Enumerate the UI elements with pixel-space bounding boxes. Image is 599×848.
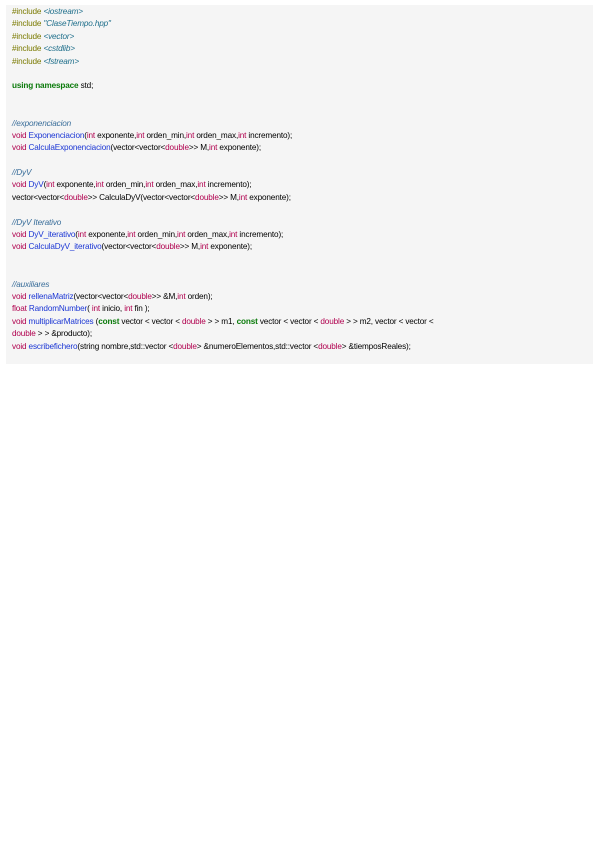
code-text: vector < vector <	[257, 316, 321, 326]
type-keyword: int	[127, 230, 136, 240]
code-text: exponente);	[217, 143, 261, 153]
type-keyword: void	[12, 291, 29, 301]
type-keyword: float	[12, 304, 29, 314]
type-keyword: int	[77, 230, 87, 240]
code-comment: //auxiliares	[12, 279, 50, 289]
preprocessor-directive: #include	[12, 56, 44, 66]
function-name: CalculaDyV_iterativo	[28, 242, 102, 252]
code-text: >> M,	[188, 143, 210, 153]
include-path: <iostream>	[43, 7, 83, 16]
preprocessor-directive: #include	[12, 31, 44, 41]
code-line	[12, 130, 587, 142]
type-keyword: int	[238, 130, 247, 140]
code-text: inicio,	[100, 304, 125, 314]
type-keyword: int	[238, 192, 248, 202]
type-keyword: double	[156, 242, 180, 252]
code-text: >> CalculaDyV(vector<vector<	[87, 192, 196, 202]
code-text: > > m1,	[205, 316, 237, 326]
include-path: <cstdlib>	[43, 44, 75, 54]
type-keyword: int	[91, 304, 101, 314]
type-keyword: int	[145, 180, 154, 190]
code-text: vector<vector<	[12, 192, 65, 202]
function-name: Exponenciacion	[28, 130, 85, 140]
type-keyword: void	[12, 230, 29, 240]
code-text: (	[43, 180, 47, 190]
code-text: incremento);	[246, 130, 293, 140]
code-line	[12, 6, 587, 18]
function-name: CalculaExponenciacion	[28, 143, 111, 153]
type-keyword: int	[46, 180, 55, 190]
type-keyword: double	[320, 316, 345, 326]
code-text: >> M,	[218, 192, 239, 202]
type-keyword: void	[12, 242, 29, 252]
code-comment: //DyV	[12, 168, 32, 178]
type-keyword: void	[12, 130, 29, 140]
code-text: (string nombre,std::vector <	[77, 341, 174, 351]
code-line	[12, 18, 587, 30]
preprocessor-directive: #include	[12, 44, 44, 54]
code-line	[12, 341, 587, 353]
type-keyword: void	[12, 316, 29, 326]
const-keyword: const	[98, 316, 120, 326]
code-comment: //DyV Iterativo	[12, 217, 62, 227]
include-path: <fstream>	[43, 56, 79, 66]
code-text: orden_min,	[144, 130, 186, 140]
code-text: > &numeroElementos,std::vector <	[196, 341, 319, 351]
code-text: (vector<vector<	[101, 242, 157, 252]
code-line	[12, 303, 587, 315]
code-text: orden_max,	[194, 130, 239, 140]
code-line	[12, 80, 587, 92]
code-text: > &tiemposReales);	[341, 341, 411, 351]
type-keyword: double	[195, 192, 219, 202]
code-text: > > m2, vector < vector <	[344, 316, 434, 326]
code-line	[12, 179, 587, 191]
code-text: incremento);	[205, 180, 252, 190]
code-listing-panel	[6, 5, 593, 364]
code-line	[12, 118, 587, 130]
code-text: (	[93, 316, 99, 326]
preprocessor-directive: #include	[12, 19, 44, 29]
function-name: multiplicarMatrices	[28, 316, 94, 326]
code-line	[12, 328, 587, 340]
type-keyword: double	[318, 341, 342, 351]
code-line	[12, 241, 587, 253]
blank-line	[12, 266, 587, 278]
const-keyword: const	[236, 316, 258, 326]
code-line	[12, 167, 587, 179]
code-listing	[12, 6, 587, 353]
blank-line	[12, 105, 587, 117]
blank-line	[12, 68, 587, 80]
type-keyword: int	[86, 130, 96, 140]
code-text: (vector<vector<	[110, 143, 166, 153]
code-line	[12, 279, 587, 291]
type-keyword: double	[12, 329, 36, 339]
code-text: exponente,	[86, 230, 128, 240]
code-text: orden_min,	[135, 230, 178, 240]
type-keyword: int	[95, 180, 104, 190]
code-text: orden_max,	[185, 230, 230, 240]
type-keyword: int	[229, 230, 238, 240]
code-text: exponente);	[247, 192, 291, 202]
include-path: <vector>	[43, 31, 75, 41]
function-name: RandomNumber	[28, 304, 88, 314]
type-keyword: double	[181, 316, 206, 326]
code-text: (vector<vector<	[73, 291, 129, 301]
code-line	[12, 142, 587, 154]
code-text: > > &producto);	[35, 329, 92, 339]
blank-line	[12, 204, 587, 216]
code-line	[12, 229, 587, 241]
code-text: orden_min,	[103, 180, 146, 190]
code-comment: //exponenciacion	[12, 118, 72, 128]
namespace-keyword: using namespace	[12, 81, 81, 91]
type-keyword: double	[64, 192, 88, 202]
code-text: >> M,	[179, 242, 201, 252]
code-line	[12, 56, 587, 68]
type-keyword: double	[128, 291, 152, 301]
function-name: rellenaMatriz	[28, 291, 74, 301]
code-text: incremento);	[237, 230, 284, 240]
code-line	[12, 291, 587, 303]
blank-line	[12, 93, 587, 105]
function-name: DyV	[28, 180, 44, 190]
preprocessor-directive: #include	[12, 7, 44, 16]
code-text: (	[87, 304, 92, 314]
type-keyword: int	[186, 130, 195, 140]
type-keyword: int	[136, 130, 145, 140]
type-keyword: int	[124, 304, 133, 314]
code-text: (	[75, 230, 78, 240]
type-keyword: double	[173, 341, 197, 351]
code-line	[12, 43, 587, 55]
type-keyword: int	[177, 230, 186, 240]
include-path: "ClaseTiempo.hpp"	[43, 19, 111, 29]
code-text: orden);	[185, 291, 213, 301]
type-keyword: void	[12, 143, 29, 153]
blank-line	[12, 254, 587, 266]
code-text: std;	[80, 81, 94, 91]
function-name: escribefichero	[28, 341, 78, 351]
type-keyword: double	[165, 143, 189, 153]
type-keyword: int	[209, 143, 218, 153]
code-text: exponente,	[54, 180, 96, 190]
type-keyword: int	[197, 180, 206, 190]
function-name: DyV_iterativo	[28, 230, 76, 240]
code-text: exponente);	[208, 242, 252, 252]
type-keyword: int	[177, 291, 186, 301]
code-text: exponente,	[95, 130, 137, 140]
code-line	[12, 31, 587, 43]
type-keyword: int	[200, 242, 209, 252]
blank-line	[12, 155, 587, 167]
code-text: fin );	[132, 304, 150, 314]
code-text: >> &M,	[151, 291, 178, 301]
code-line	[12, 217, 587, 229]
code-text: orden_max,	[153, 180, 198, 190]
type-keyword: void	[12, 180, 29, 190]
type-keyword: void	[12, 341, 29, 351]
code-line	[12, 192, 587, 204]
code-text: vector < vector <	[119, 316, 182, 326]
code-line	[12, 316, 587, 328]
code-text: (	[84, 130, 87, 140]
